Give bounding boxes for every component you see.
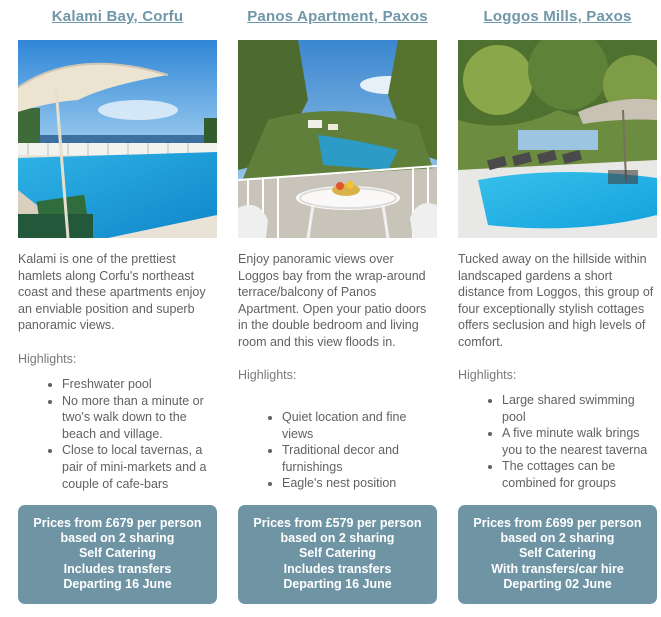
price-line: Prices from £679 per person bbox=[33, 516, 202, 530]
description-text: Kalami is one of the prettiest hamlets along Corfu's northeast coast and these apartments enjoy an enviable position and superb panoramic views. bbox=[18, 252, 206, 333]
price-line: Departing 16 June bbox=[283, 576, 392, 591]
description-text: Enjoy panoramic views over Loggos bay from the wrap-around terrace/balcony of Panos Apartment. Open your patio doors in the double bedroom and living room and this view floods in. bbox=[238, 252, 427, 349]
property-description bbox=[238, 251, 437, 384]
price-line: Self Catering bbox=[78, 546, 157, 561]
list-item: • Close to local tavernas, a pair of mini-markets and a couple of cafe-bars bbox=[62, 442, 217, 492]
list-item: • Eagle's nest position bbox=[282, 475, 437, 492]
highlights-heading: Highlights: bbox=[458, 368, 517, 383]
property-photo-balcony-view[interactable] bbox=[238, 40, 437, 238]
price-line: Includes transfers bbox=[63, 561, 172, 576]
price-line: Self Catering bbox=[518, 546, 597, 561]
price-line: Includes transfers bbox=[283, 561, 392, 576]
property-card-kalami bbox=[18, 0, 217, 591]
highlights-list bbox=[458, 392, 657, 492]
list-item: • Quiet location and fine views bbox=[282, 409, 437, 442]
price-box[interactable] bbox=[458, 505, 657, 604]
property-title-link[interactable]: Kalami Bay, Corfu bbox=[51, 8, 184, 25]
list-item: • The cottages can be combined for groups bbox=[502, 458, 657, 491]
price-line: Departing 16 June bbox=[63, 576, 172, 591]
price-line: based on 2 sharing bbox=[60, 531, 175, 546]
price-line: Prices from £699 per person bbox=[473, 516, 642, 530]
highlights-heading: Highlights: bbox=[238, 368, 297, 383]
list-item: • No more than a minute or two's walk down to the beach and village. bbox=[62, 393, 217, 443]
property-photo-pool-terrace[interactable] bbox=[458, 40, 657, 238]
list-item: • Large shared swimming pool bbox=[502, 392, 657, 425]
property-card-panos bbox=[238, 0, 437, 591]
highlights-list bbox=[18, 376, 217, 492]
price-line: based on 2 sharing bbox=[500, 531, 615, 546]
price-line: With transfers/car hire bbox=[491, 561, 624, 576]
property-title-link[interactable]: Panos Apartment, Paxos bbox=[247, 8, 428, 25]
price-line: Prices from £579 per person bbox=[253, 516, 422, 530]
price-box[interactable] bbox=[238, 505, 437, 604]
highlights-list bbox=[238, 409, 437, 492]
description-text: Tucked away on the hillside within landscaped gardens a short distance from Loggos, this group of four exceptionally stylish cottages offers seclusion and high levels of comfort. bbox=[458, 252, 654, 349]
property-description bbox=[458, 251, 657, 384]
list-item: • Traditional decor and furnishings bbox=[282, 442, 437, 475]
price-line: Departing 02 June bbox=[503, 576, 612, 591]
price-box[interactable] bbox=[18, 505, 217, 604]
price-line: based on 2 sharing bbox=[280, 531, 395, 546]
list-item: • Freshwater pool bbox=[62, 376, 217, 393]
list-item: • A five minute walk brings you to the nearest taverna bbox=[502, 425, 657, 458]
highlights-heading: Highlights: bbox=[18, 351, 77, 366]
property-title-link[interactable]: Loggos Mills, Paxos bbox=[483, 8, 632, 25]
property-photo-pool-parasol[interactable] bbox=[18, 40, 217, 238]
price-line: Self Catering bbox=[298, 546, 377, 561]
property-card-loggos-mills bbox=[458, 0, 657, 591]
property-description bbox=[18, 251, 217, 384]
